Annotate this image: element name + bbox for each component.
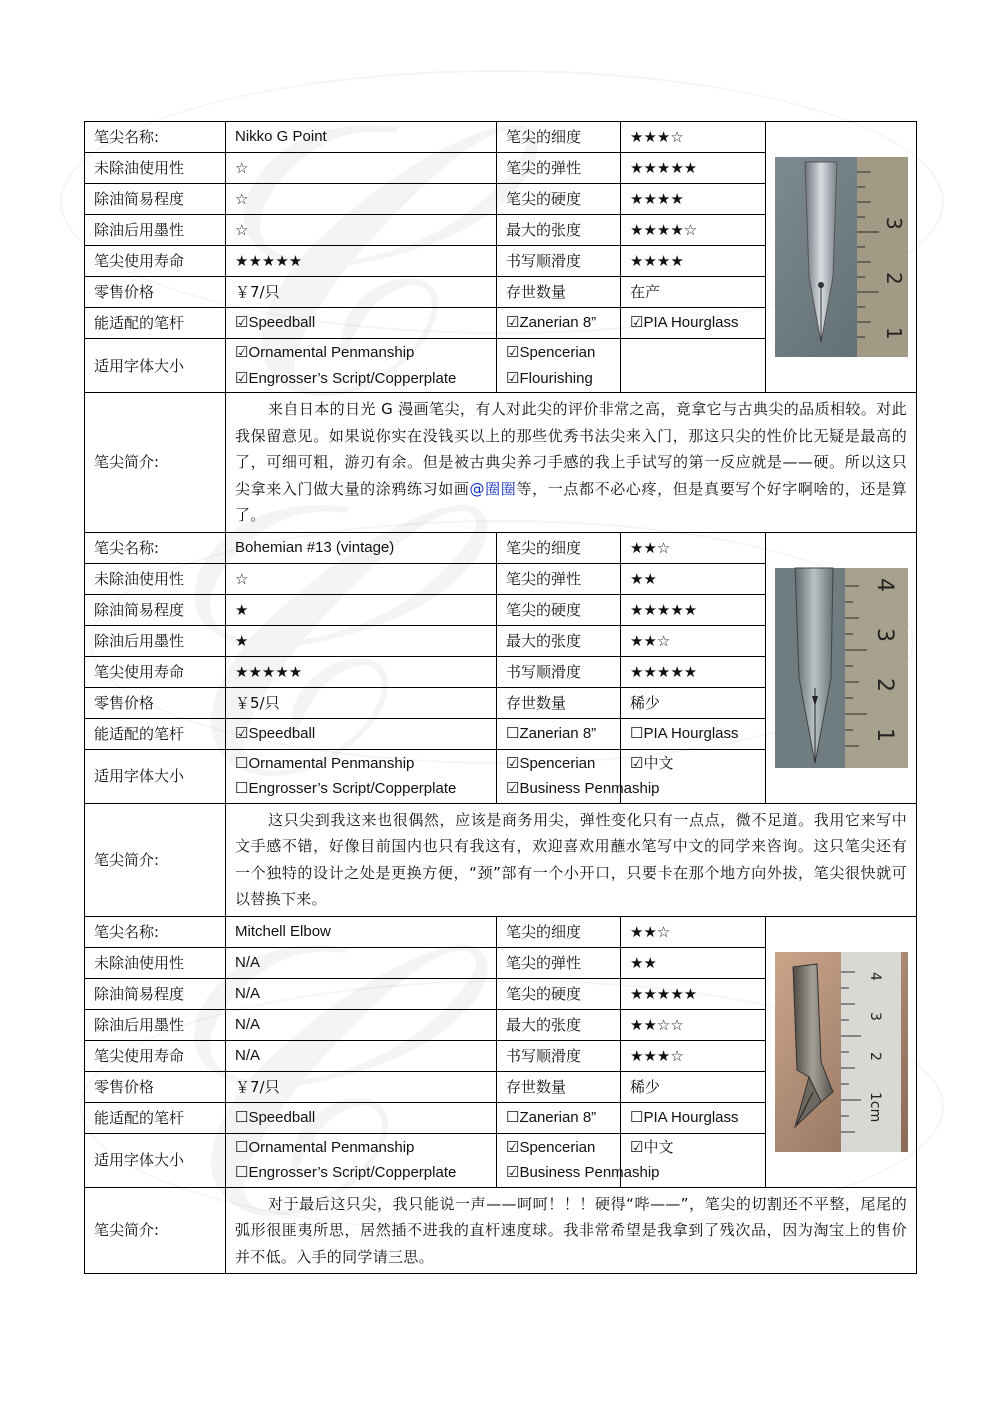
label-ink-after: 除油后用墨性 <box>85 625 226 656</box>
nib-photo-cell <box>766 916 917 1187</box>
holder-speedball: ☐Speedball <box>226 1102 497 1133</box>
label-usability-before: 未除油使用性 <box>85 563 226 594</box>
max-spread-rating: ★★☆☆ <box>621 1009 766 1040</box>
hardness-rating: ★★★★★ <box>621 978 766 1009</box>
nib-2-intro-row <box>85 803 917 916</box>
label-max-spread: 最大的张度 <box>497 215 621 246</box>
degrease-ease-value: ☆ <box>226 184 497 215</box>
label-intro: 笔尖简介: <box>85 803 226 916</box>
usability-before-value: ☆ <box>226 563 497 594</box>
nib-3-row-name <box>85 916 917 947</box>
scripts-col-1 <box>226 339 497 393</box>
label-fineness: 笔尖的细度 <box>497 122 621 153</box>
script-option: ☑Flourishing <box>506 369 593 387</box>
script-option <box>630 340 756 366</box>
ink-after-value: ☆ <box>226 215 497 246</box>
label-ink-after: 除油后用墨性 <box>85 215 226 246</box>
label-nib-name: 笔尖名称: <box>85 916 226 947</box>
label-lifespan: 笔尖使用寿命 <box>85 246 226 277</box>
label-degrease-ease: 除油简易程度 <box>85 184 226 215</box>
nib-name-value: Mitchell Elbow <box>226 916 497 947</box>
intro-cell <box>226 393 917 533</box>
svg-text:1cm: 1cm <box>866 1091 883 1122</box>
intro-cell <box>226 1187 917 1274</box>
scripts-col-1 <box>226 1133 497 1187</box>
script-option: ☑Engrosser’s Script/Copperplate <box>235 369 457 387</box>
label-price: 零售价格 <box>85 277 226 308</box>
label-degrease-ease: 除油简易程度 <box>85 978 226 1009</box>
label-intro: 笔尖简介: <box>85 1187 226 1274</box>
script-option: ☐Engrosser’s Script/Copperplate <box>235 780 457 797</box>
intro-cell <box>226 803 917 916</box>
hardness-rating: ★★★★★ <box>621 594 766 625</box>
label-lifespan: 笔尖使用寿命 <box>85 1040 226 1071</box>
flex-rating: ★★ <box>621 563 766 594</box>
flex-rating: ★★ <box>621 947 766 978</box>
label-ink-after: 除油后用墨性 <box>85 1009 226 1040</box>
script-option: ☑中文 <box>630 1138 674 1156</box>
intro-text-part: 等，一点都不必心疼，但是真要写个好字啊啥的，还是算了。 <box>235 479 907 524</box>
label-scripts: 适用字体大小 <box>85 339 226 393</box>
label-price: 零售价格 <box>85 687 226 718</box>
label-availability: 存世数量 <box>497 687 621 718</box>
label-lifespan: 笔尖使用寿命 <box>85 656 226 687</box>
label-holders: 能适配的笔杆 <box>85 308 226 339</box>
nib-name-value: Nikko G Point <box>226 122 497 153</box>
label-max-spread: 最大的张度 <box>497 1009 621 1040</box>
script-option: ☑Business Penmaship <box>506 780 660 797</box>
intro-text: 对于最后这只尖，我只能说一声——呵呵！！！硬得“哔——”，笔尖的切割还不平整，尾尾的弧形很匪夷所思，居然插不进我的直杆速度球。我非常希望是我拿到了残次品，因为淘宝上的售价并不低。入手的同学请三思。 <box>235 1194 907 1266</box>
holder-zanerian: ☑Zanerian 8” <box>497 308 621 339</box>
ink-after-value: N/A <box>226 1009 497 1040</box>
nib-photo-bohemian <box>775 568 908 768</box>
degrease-ease-value: N/A <box>226 978 497 1009</box>
availability-value: 稀少 <box>621 687 766 718</box>
svg-text:1: 1 <box>871 727 897 742</box>
svg-text:2: 2 <box>881 272 906 285</box>
label-degrease-ease: 除油简易程度 <box>85 594 226 625</box>
svg-text:3: 3 <box>881 217 906 230</box>
label-flex: 笔尖的弹性 <box>497 153 621 184</box>
ink-after-value: ★ <box>226 625 497 656</box>
label-price: 零售价格 <box>85 1071 226 1102</box>
smoothness-rating: ★★★★ <box>621 246 766 277</box>
nib-photo-cell <box>766 532 917 803</box>
script-option: ☐Engrosser’s Script/Copperplate <box>235 1164 457 1181</box>
nib-2-row-name <box>85 532 917 563</box>
label-intro: 笔尖简介: <box>85 393 226 533</box>
hardness-rating: ★★★★ <box>621 184 766 215</box>
intro-text: 这只尖到我这来也很偶然，应该是商务用尖，弹性变化只有一点点，微不足道。我用它来写中文手感不错，好像目前国内也只有我这有，欢迎喜欢用蘸水笔写中文的同学来咨询。这只笔尖还有一个独特的设计之处是更换方便，“颈”部有一个小开口，只要卡在那个地方向外拔，笔尖很快就可以替换下来。 <box>235 810 907 908</box>
holder-zanerian: ☐Zanerian 8” <box>497 1102 621 1133</box>
svg-text:4: 4 <box>871 577 897 592</box>
usability-before-value: ☆ <box>226 153 497 184</box>
label-availability: 存世数量 <box>497 1071 621 1102</box>
label-flex: 笔尖的弹性 <box>497 563 621 594</box>
script-option <box>630 366 756 392</box>
fineness-rating: ★★★☆ <box>621 122 766 153</box>
fineness-rating: ★★☆ <box>621 916 766 947</box>
label-usability-before: 未除油使用性 <box>85 153 226 184</box>
fineness-rating: ★★☆ <box>621 532 766 563</box>
nib-photo-cell <box>766 122 917 393</box>
lifespan-value: N/A <box>226 1040 497 1071</box>
svg-text:3: 3 <box>866 1011 883 1021</box>
script-option: ☐Ornamental Penmanship <box>235 754 415 772</box>
max-spread-rating: ★★☆ <box>621 625 766 656</box>
svg-text:3: 3 <box>871 627 897 642</box>
nib-3-intro-row <box>85 1187 917 1274</box>
scripts-col-3 <box>621 339 766 393</box>
scripts-col-2 <box>497 339 621 393</box>
nib-photo-nikko <box>775 157 908 357</box>
flex-rating: ★★★★★ <box>621 153 766 184</box>
degrease-ease-value: ★ <box>226 594 497 625</box>
nib-review-table <box>84 121 917 1274</box>
label-fineness: 笔尖的细度 <box>497 916 621 947</box>
holder-speedball: ☑Speedball <box>226 718 497 749</box>
lifespan-value: ★★★★★ <box>226 656 497 687</box>
smoothness-rating: ★★★☆ <box>621 1040 766 1071</box>
scripts-col-1 <box>226 749 497 803</box>
script-option: ☑Spencerian <box>506 754 596 772</box>
price-value: ￥7/只 <box>226 1071 497 1102</box>
label-max-spread: 最大的张度 <box>497 625 621 656</box>
svg-text:2: 2 <box>871 677 897 692</box>
price-value: ￥5/只 <box>226 687 497 718</box>
nib-1-intro-row <box>85 393 917 533</box>
script-option: ☐Ornamental Penmanship <box>235 1138 415 1156</box>
label-fineness: 笔尖的细度 <box>497 532 621 563</box>
nib-1-row-name <box>85 122 917 153</box>
label-smoothness: 书写顺滑度 <box>497 656 621 687</box>
intro-text <box>235 396 907 529</box>
holder-zanerian: ☐Zanerian 8” <box>497 718 621 749</box>
label-hardness: 笔尖的硬度 <box>497 594 621 625</box>
script-option: ☑Ornamental Penmanship <box>235 344 415 361</box>
label-flex: 笔尖的弹性 <box>497 947 621 978</box>
mention-link[interactable]: @圈圈 <box>469 479 517 498</box>
usability-before-value: N/A <box>226 947 497 978</box>
label-usability-before: 未除油使用性 <box>85 947 226 978</box>
smoothness-rating: ★★★★★ <box>621 656 766 687</box>
holder-speedball: ☑Speedball <box>226 308 497 339</box>
nib-photo-mitchell-elbow <box>775 952 908 1152</box>
script-option: ☑Business Penmaship <box>506 1164 660 1181</box>
label-availability: 存世数量 <box>497 277 621 308</box>
lifespan-value: ★★★★★ <box>226 246 497 277</box>
script-option: ☑中文 <box>630 754 674 772</box>
holder-pia-hourglass: ☑PIA Hourglass <box>621 308 766 339</box>
label-nib-name: 笔尖名称: <box>85 122 226 153</box>
label-hardness: 笔尖的硬度 <box>497 978 621 1009</box>
max-spread-rating: ★★★★☆ <box>621 215 766 246</box>
label-hardness: 笔尖的硬度 <box>497 184 621 215</box>
availability-value: 在产 <box>621 277 766 308</box>
price-value: ￥7/只 <box>226 277 497 308</box>
nib-name-value: Bohemian #13 (vintage) <box>226 532 497 563</box>
label-scripts: 适用字体大小 <box>85 749 226 803</box>
holder-pia-hourglass: ☐PIA Hourglass <box>621 1102 766 1133</box>
label-holders: 能适配的笔杆 <box>85 718 226 749</box>
label-holders: 能适配的笔杆 <box>85 1102 226 1133</box>
availability-value: 稀少 <box>621 1071 766 1102</box>
script-option: ☑Spencerian <box>506 344 596 361</box>
label-smoothness: 书写顺滑度 <box>497 1040 621 1071</box>
svg-text:4: 4 <box>866 971 883 981</box>
svg-text:2: 2 <box>866 1051 883 1061</box>
holder-pia-hourglass: ☐PIA Hourglass <box>621 718 766 749</box>
label-nib-name: 笔尖名称: <box>85 532 226 563</box>
label-smoothness: 书写顺滑度 <box>497 246 621 277</box>
svg-text:1: 1 <box>881 327 906 340</box>
label-scripts: 适用字体大小 <box>85 1133 226 1187</box>
script-option: ☑Spencerian <box>506 1138 596 1156</box>
intro-text-part: 来自日本的日光 G 漫画笔尖，有人对此尖的评价非常之高，竟拿它与古典尖的品质相较。对此我保留意见。如果说你实在没钱买以上的那些优秀书法尖来入门，那这只尖的性价比无疑是最高的了，可细可粗，游刃有余。但是被古典尖养刁手感的我上手试写的第一反应就是——硬。所以这只尖拿来入门做大量的涂鸦练习如画 <box>235 400 907 498</box>
